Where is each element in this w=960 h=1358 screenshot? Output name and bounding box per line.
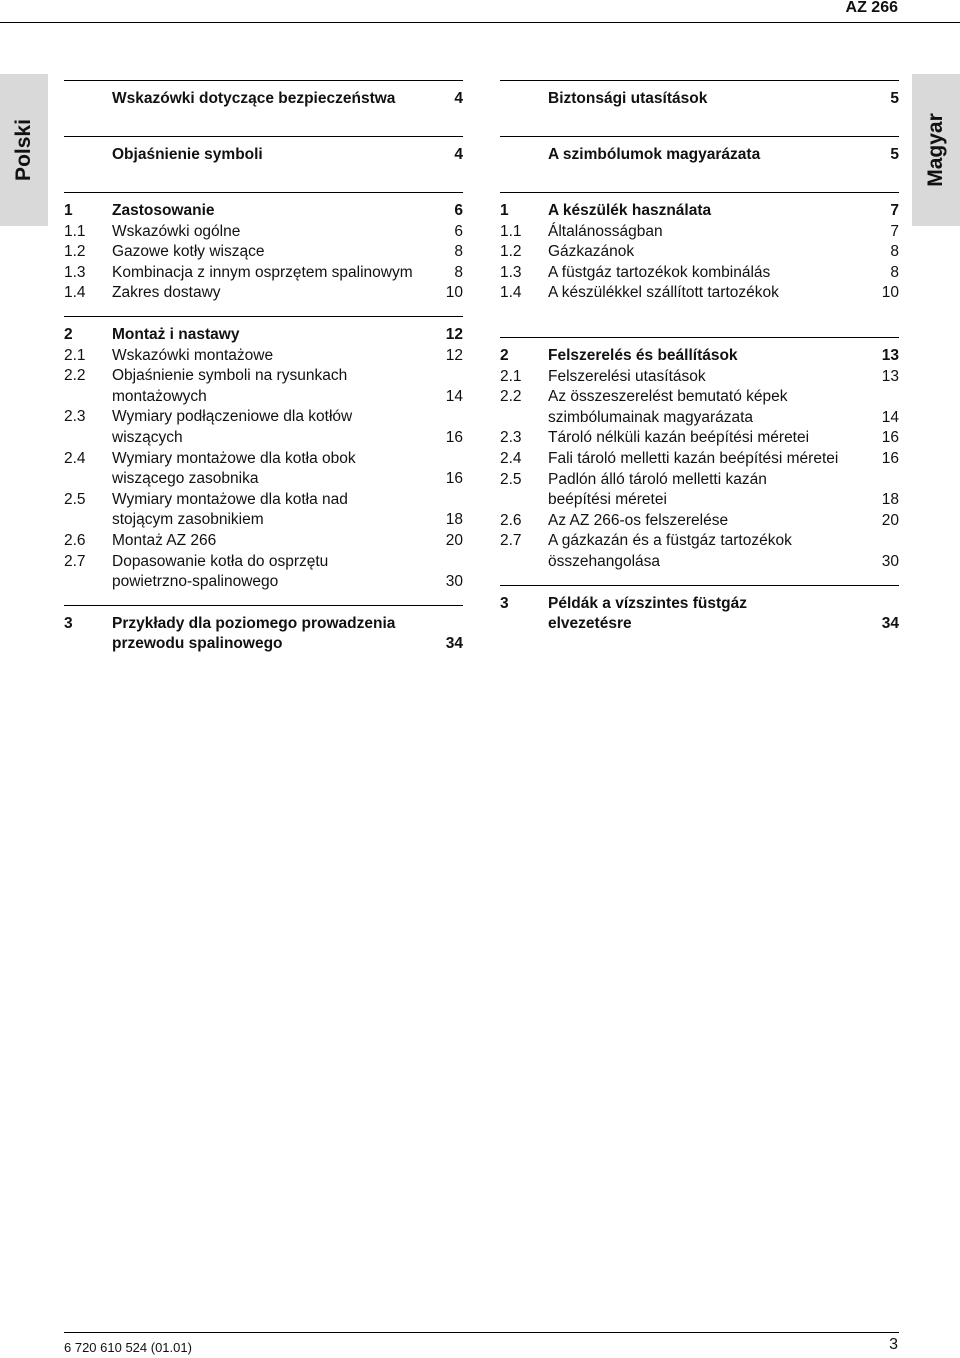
toc-entry-title: Wskazówki montażowe [112,346,274,364]
toc-entry-number: 2.2 [64,367,86,385]
toc-entry [64,283,463,304]
toc-entry-title: Wymiary montażowe dla kotła obok [112,449,356,467]
toc-entry-title: Zakres dostawy [112,284,221,302]
toc-entry-title: Gazowe kotły wiszące [112,243,265,261]
toc-entry-title: A készülékkel szállított tartozékok [548,284,779,302]
toc-entry-title: wiszących [112,428,183,446]
toc-entry [500,201,899,222]
toc-entry [500,242,899,263]
toc-entry-number: 3 [64,614,73,632]
toc-entry-title: összehangolása [548,552,661,570]
toc-entry-title: Az összeszerelést bemutató képek [548,388,788,406]
toc-entry-number: 1.2 [500,243,522,261]
toc-entry [500,81,899,110]
toc-entry [64,346,463,367]
language-tab-left [0,74,48,226]
toc-entry-page: 6 [454,202,463,219]
toc-entry [64,201,463,222]
toc-entry-title: przewodu spalinowego [112,635,283,653]
toc-entry-page: 30 [881,552,899,570]
toc-entry-title: stojącym zasobnikiem [112,511,264,529]
toc-entry-title: szimbólumainak magyarázata [548,408,754,426]
toc-entry-number: 2.5 [500,470,522,488]
toc-entry-number: 1.2 [64,243,86,261]
toc-entry [500,283,899,304]
footer-rule [64,1332,899,1333]
toc-section [64,605,463,661]
toc-entry-number: 2 [500,346,509,364]
toc-entry-title: Padlón álló tároló melletti kazán [548,470,767,488]
toc-entry [64,552,463,573]
toc-entry [64,449,463,470]
toc-entry-title: A füstgáz tartozékok kombinálás [548,263,771,281]
toc-entry-page: 20 [881,511,899,529]
toc-entry [500,470,899,491]
document-code: 6 720 610 524 (01.01) [64,1340,192,1355]
toc-entry-page: 4 [454,90,463,107]
toc-entry-title: Gázkazánok [548,243,635,261]
toc-entry-page: 6 [454,222,463,240]
toc-entry [64,469,463,490]
toc-entry-page: 14 [881,408,899,426]
toc-entry-page: 13 [881,367,899,385]
toc-entry-number: 1 [500,202,509,219]
toc-entry-title: Az AZ 266-os felszerelése [548,511,729,529]
language-tab-right-label: Magyar [924,113,947,187]
toc-entry [500,222,899,243]
toc-entry [64,242,463,263]
toc-entry-title: wiszącego zasobnika [112,470,259,488]
page-number: 3 [889,1336,898,1353]
toc-entry [64,387,463,408]
toc-entry [500,387,899,408]
toc-entry-title: Objaśnienie symboli na rysunkach [112,367,348,385]
toc-entry-page: 10 [881,284,899,302]
toc-entry-title: elvezetésre [548,615,632,633]
toc-entry-page: 16 [445,428,463,446]
toc-entry-number: 2.6 [64,531,86,549]
toc-entry-title: Dopasowanie kotła do osprzętu [112,552,329,570]
toc-section [500,80,899,136]
toc-entry-number: 1.3 [500,263,522,281]
toc-entry [500,614,899,635]
toc-entry-number: 1.1 [500,222,522,240]
toc-entry [64,510,463,531]
toc-entry-page: 16 [445,470,463,488]
toc-entry-title: Általánosságban [548,222,663,240]
document-title: AZ 266 [845,0,898,16]
toc-entry-title: Zastosowanie [112,202,215,219]
toc-entry-title: Wskazówki dotyczące bezpieczeństwa [112,90,396,107]
toc-section [500,337,899,579]
toc-entry-title: A gázkazán és a füstgáz tartozékok [548,532,792,550]
toc-entry [500,428,899,449]
toc-entry-title: Biztonsági utasítások [548,90,708,107]
toc-entry [64,490,463,511]
toc-entry-page: 8 [454,243,463,261]
toc-entry-number: 2.5 [64,490,86,508]
toc-entry-page: 16 [881,429,899,447]
toc-entry-page: 12 [445,346,463,364]
toc-entry-number: 2.1 [64,346,86,364]
toc-entry [500,490,899,511]
toc-entry-page: 7 [890,202,899,219]
toc-entry [64,263,463,284]
toc-entry [500,552,899,573]
toc-entry-page: 18 [881,491,899,509]
toc-entry [64,614,463,635]
toc-entry-number: 1.3 [64,263,86,281]
toc-entry-page: 34 [881,615,899,633]
toc-entry-title: Montaż AZ 266 [112,531,217,549]
language-tab-right [912,74,960,226]
toc-entry [500,449,899,470]
toc-entry-title: A készülék használata [548,202,712,219]
toc-entry-page: 18 [445,511,463,529]
toc-entry-page: 8 [454,263,463,281]
toc-entry-title: Felszerelési utasítások [548,367,706,385]
toc-entry [64,428,463,449]
toc-entry-title: montażowych [112,387,207,405]
toc-entry [500,531,899,552]
toc-entry-page: 16 [881,449,899,467]
toc-entry-page: 8 [890,243,899,261]
toc-entry-title: Montaż i nastawy [112,325,240,343]
toc-entry-title: Felszerelés és beállítások [548,346,738,364]
toc-entry [500,594,899,615]
toc-entry [64,572,463,593]
toc-entry-title: Wskazówki ogólne [112,222,241,240]
toc-entry-page: 20 [445,531,463,549]
toc-entry-title: Objaśnienie symboli [112,146,263,163]
toc-entry-title: Kombinacja z innym osprzętem spalinowym [112,263,413,281]
toc-entry-title: powietrzno-spalinowego [112,573,279,591]
toc-entry-title: A szimbólumok magyarázata [548,146,761,163]
toc-entry-number: 2.4 [64,449,86,467]
toc-section [64,80,463,136]
toc-entry-page: 34 [445,635,463,653]
toc-entry-page: 30 [445,573,463,591]
toc-entry [64,366,463,387]
toc-column-hungarian [500,80,899,641]
toc-entry [64,634,463,655]
language-tab-left-label: Polski [12,119,35,181]
toc-entry-title: beépítési méretei [548,491,667,509]
toc-entry [500,408,899,429]
toc-entry-page: 10 [445,284,463,302]
toc-entry-number: 2.1 [500,367,522,385]
toc-section [64,316,463,599]
toc-entry [500,346,899,367]
toc-entry-title: Przykłady dla poziomego prowadzenia [112,614,396,632]
toc-entry-number: 2.6 [500,511,522,529]
toc-entry-page: 12 [445,325,463,343]
toc-entry-number: 1.4 [500,284,522,302]
toc-entry-number: 1.4 [64,284,86,302]
toc-entry-page: 5 [890,90,899,107]
toc-entry [500,137,899,166]
toc-column-polish [64,80,463,661]
toc-entry-number: 2 [64,325,73,343]
header-rule [0,22,960,23]
toc-entry [64,407,463,428]
toc-entry-number: 1 [64,202,73,219]
toc-entry [500,367,899,388]
toc-entry-number: 2.7 [500,532,522,550]
toc-entry-number: 1.1 [64,222,86,240]
toc-entry-page: 13 [881,346,899,364]
toc-entry-number: 2.7 [64,552,86,570]
toc-section [64,136,463,192]
toc-entry [64,222,463,243]
toc-entry-number: 2.3 [500,429,522,447]
toc-entry-title: Wymiary podłączeniowe dla kotłów [112,408,353,426]
toc-section [500,192,899,310]
toc-entry [64,325,463,346]
toc-entry [500,263,899,284]
toc-entry-title: Fali tároló melletti kazán beépítési méretei [548,449,839,467]
toc-entry-page: 7 [890,222,899,240]
toc-entry-page: 14 [445,387,463,405]
toc-entry-number: 2.4 [500,449,522,467]
toc-entry-number: 3 [500,594,509,612]
toc-entry [64,531,463,552]
toc-entry [64,137,463,166]
toc-entry-page: 8 [890,263,899,281]
toc-entry-page: 4 [454,146,463,163]
toc-entry-title: Wymiary montażowe dla kotła nad [112,490,348,508]
toc-entry [500,511,899,532]
toc-entry [64,81,463,110]
toc-entry-number: 2.3 [64,408,86,426]
toc-entry-page: 5 [890,146,899,163]
toc-section [64,192,463,310]
toc-entry-number: 2.2 [500,388,522,406]
toc-section [500,136,899,192]
toc-section [500,585,899,641]
toc-entry-title: Tároló nélküli kazán beépítési méretei [548,429,810,447]
toc-entry-title: Példák a vízszintes füstgáz [548,594,747,612]
